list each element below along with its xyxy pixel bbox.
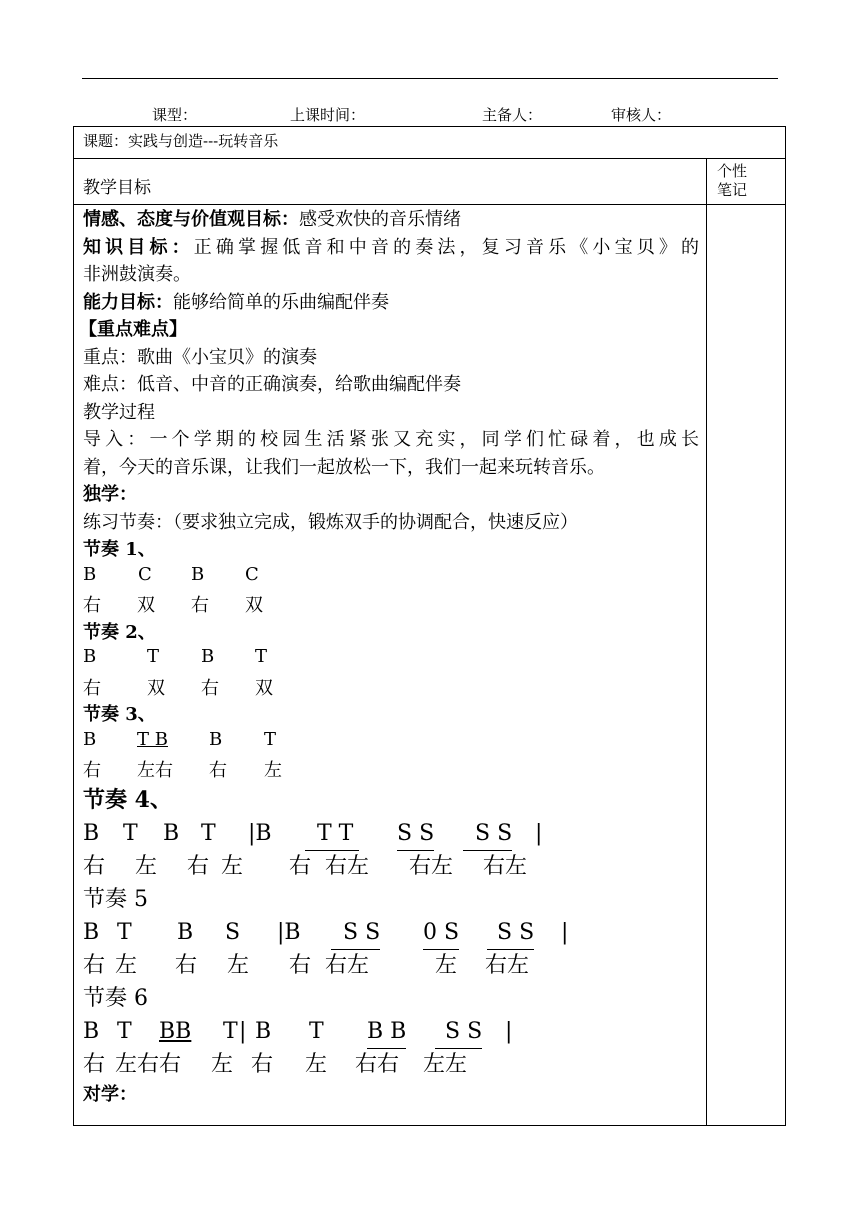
emotion-goal-label: 情感、态度与价值观目标：	[83, 209, 299, 230]
note: B	[201, 646, 215, 667]
rhythm-1-hands	[83, 591, 699, 619]
note: T	[123, 820, 138, 846]
note: C	[138, 563, 152, 585]
note: S S	[487, 916, 534, 950]
hand: 双	[255, 677, 273, 699]
hand: 右	[251, 1051, 274, 1077]
knowledge-goal-label: 知识目标：	[83, 236, 194, 258]
hand: 右右	[355, 1051, 400, 1077]
class-time-label: 上课时间：	[290, 106, 366, 124]
hand: 右	[187, 853, 210, 879]
hand: 右	[289, 952, 312, 978]
hand: 右左	[483, 853, 528, 879]
hand: 右	[83, 1051, 106, 1077]
ability-goal-label: 能力目标：	[83, 291, 173, 313]
hand: 右	[175, 952, 198, 978]
rhythm-1-notes	[83, 564, 699, 592]
rhythm-6-notes	[83, 1015, 699, 1048]
hand: 左	[435, 952, 458, 978]
note: B	[83, 563, 97, 585]
hand: 左	[211, 1051, 234, 1077]
rhythm-3-notes	[83, 729, 699, 757]
hand: 左右	[137, 760, 173, 781]
hand: 右	[83, 595, 101, 616]
note: T	[223, 1018, 238, 1044]
goals-divider	[74, 204, 706, 205]
rhythm-5-notes	[83, 916, 699, 949]
note: B	[209, 728, 223, 750]
notes-column-line	[706, 158, 707, 1126]
lesson-table	[73, 126, 786, 1126]
emotion-goal	[83, 206, 699, 234]
note: T B	[137, 728, 168, 750]
course-type-label: 课型：	[152, 106, 198, 124]
hand: 右	[289, 853, 312, 879]
note: T	[201, 820, 216, 846]
note: B	[83, 820, 100, 846]
hand: 左	[227, 952, 250, 978]
note: |	[239, 1018, 247, 1044]
lesson-content	[79, 206, 700, 1108]
note: B	[191, 563, 205, 585]
note: |	[561, 919, 569, 945]
note: B B	[367, 1015, 406, 1049]
table-divider	[74, 158, 785, 159]
notes-divider	[706, 204, 786, 205]
rhythm-6-title: 节奏 6	[83, 985, 148, 1011]
note: S S	[435, 1015, 482, 1049]
hand: 左	[115, 952, 138, 978]
knowledge-goal	[83, 234, 699, 262]
note: S S	[463, 817, 512, 851]
hand: 左	[305, 1051, 328, 1077]
pair-study-heading: 对学：	[83, 1083, 137, 1105]
note: B	[83, 646, 97, 667]
ability-goal	[83, 289, 699, 317]
reviewer-label: 审核人：	[611, 106, 672, 124]
rhythm-5-hands	[83, 949, 699, 982]
note: T	[147, 646, 160, 667]
note: T T	[305, 817, 359, 851]
note: B	[83, 728, 97, 750]
note: T	[309, 1018, 324, 1044]
hand: 右	[83, 952, 106, 978]
hand: 右	[83, 760, 101, 781]
note: |	[535, 820, 543, 846]
hand: 双	[245, 595, 263, 616]
process-heading: 教学过程	[83, 401, 155, 423]
note: B	[177, 919, 194, 945]
hand: 右	[83, 853, 106, 879]
rhythm-2-notes	[83, 646, 699, 674]
note: S S	[331, 916, 380, 950]
hand: 右	[201, 677, 219, 699]
practice-instruction: 练习节奏：（要求独立完成，锻炼双手的协调配合，快速反应）	[83, 511, 578, 533]
notes-heading: 个性笔记	[717, 162, 748, 199]
keypoints-heading: 【重点难点】	[79, 319, 187, 340]
hand: 双	[147, 677, 165, 699]
knowledge-goal-cont: 非洲鼓演奏。	[83, 264, 191, 285]
rhythm-4-title: 节奏 4、	[83, 786, 172, 813]
hand: 右	[83, 677, 101, 699]
note: T	[255, 646, 268, 667]
hand: 左	[221, 853, 244, 879]
note: T	[117, 1018, 132, 1044]
rhythm-5-title: 节奏 5	[83, 886, 148, 912]
header-rule	[82, 78, 778, 79]
key-point: 重点：歌曲《小宝贝》的演奏	[83, 346, 317, 368]
note: C	[245, 563, 259, 585]
note: B	[83, 1018, 100, 1044]
note: B	[255, 1018, 272, 1044]
note: |	[505, 1018, 513, 1044]
intro-line-2: 着，今天的音乐课，让我们一起放松一下，我们一起来玩转音乐。	[83, 456, 605, 478]
emotion-goal-text: 感受欢快的音乐情绪	[299, 209, 461, 230]
rhythm-2-title: 节奏 2、	[83, 621, 156, 643]
hand: 左左	[423, 1051, 468, 1077]
difficult-point: 难点：低音、中音的正确演奏，给歌曲编配伴奏	[83, 374, 461, 395]
note: |B	[248, 820, 272, 846]
note: 0 S	[423, 916, 459, 950]
hand: 右	[209, 760, 227, 781]
intro-line-1: 导入：一个学期的校园生活紧张又充实，同学们忙碌着，也成长	[83, 429, 699, 450]
hand: 右左	[409, 853, 454, 879]
rhythm-3-hands	[83, 756, 699, 784]
self-study-heading: 独学：	[83, 484, 137, 505]
rhythm-6-hands	[83, 1048, 699, 1081]
hand: 左	[135, 853, 158, 879]
hand: 右左	[325, 952, 370, 978]
hand: 右	[191, 595, 209, 616]
goals-heading: 教学目标	[83, 178, 151, 198]
note: T	[264, 728, 277, 750]
rhythm-1-title: 节奏 1、	[83, 539, 156, 560]
hand: 左右右	[115, 1051, 182, 1077]
hand: 右左	[325, 853, 370, 879]
rhythm-3-title: 节奏 3、	[83, 704, 156, 725]
rhythm-4-notes	[83, 817, 699, 850]
preparer-label: 主备人：	[482, 106, 543, 124]
hand: 双	[137, 595, 155, 616]
ability-goal-text: 能够给简单的乐曲编配伴奏	[173, 291, 389, 313]
hand: 右左	[485, 952, 530, 978]
note: S	[225, 919, 241, 945]
note: |B	[277, 919, 301, 945]
note: B	[163, 820, 180, 846]
rhythm-4-hands	[83, 850, 699, 883]
note: S S	[397, 817, 434, 851]
hand: 左	[264, 760, 282, 781]
note: T	[117, 919, 132, 945]
note: B	[83, 919, 100, 945]
rhythm-2-hands	[83, 674, 699, 702]
knowledge-goal-text: 正确掌握低音和中音的奏法，复习音乐《小宝贝》的	[193, 236, 700, 258]
lesson-subject: 课题：实践与创造---玩转音乐	[83, 132, 279, 150]
note: BB	[159, 1018, 192, 1044]
